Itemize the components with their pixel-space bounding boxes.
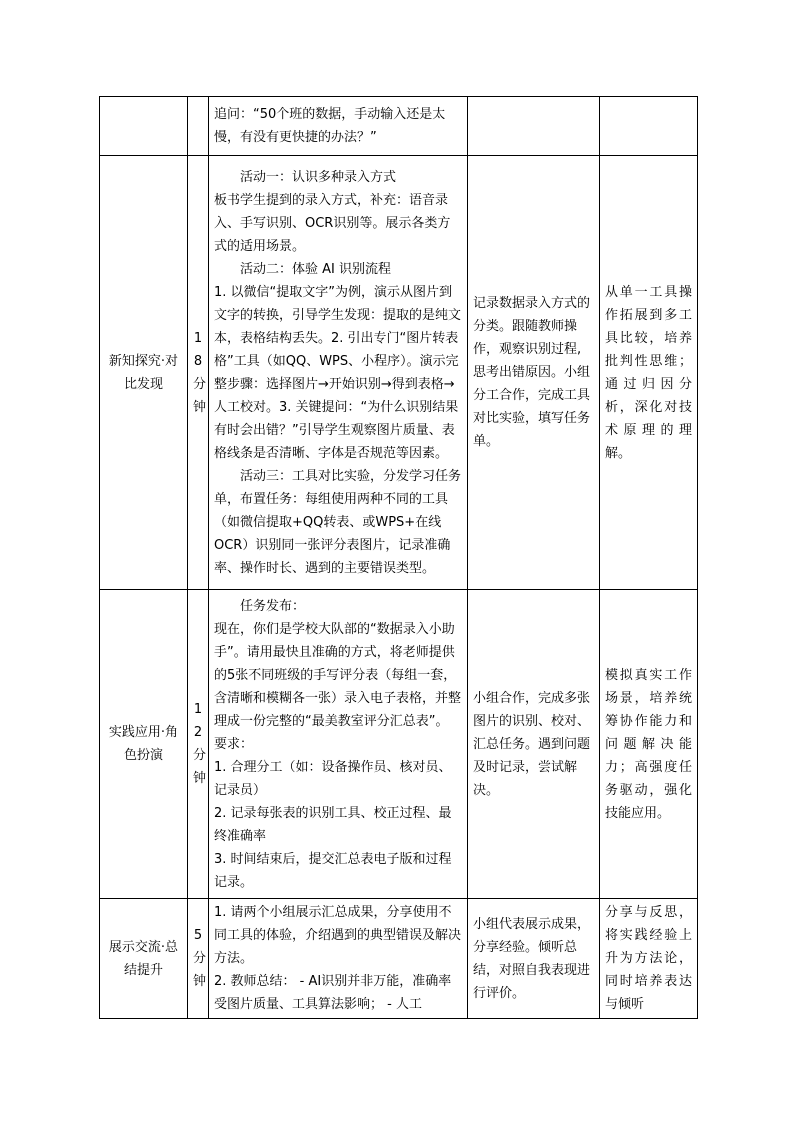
time-char: 5 bbox=[193, 928, 203, 943]
teacher-paragraph: 活动三：工具对比实验，分发学习任务单，布置任务：每组使用两种不同的工具（如微信提取+QQ转表、或WPS+在线OCR）识别同一张评分表图片，记录准确率、操作时长、遇到的主要错误类型。 bbox=[214, 468, 462, 576]
teacher-paragraph: 追问：“50个班的数据，手动输入还是太慢，有没有更快捷的办法？” bbox=[214, 107, 446, 145]
teacher-paragraph: 板书学生提到的录入方式，补充：语音录入、手写识别、OCR识别等。展示各类方式的适用场景。 bbox=[214, 192, 451, 254]
teacher-paragraph: 3. 时间结束后，提交汇总表电子版和过程记录。 bbox=[214, 851, 452, 890]
time-cell bbox=[188, 97, 209, 156]
design-intent-cell bbox=[600, 97, 698, 156]
student-activity-cell: 小组合作，完成多张图片的识别、校对、汇总任务。遇到问题及时记录，尝试解决。 bbox=[468, 590, 600, 899]
time-char: 钟 bbox=[193, 399, 207, 415]
time-char: 8 bbox=[193, 353, 203, 369]
student-activity-cell: 记录数据录入方式的分类。跟随教师操作，观察识别过程,思考出错原因。小组分工合作，完成工具对比实验，填写任务单。 bbox=[468, 156, 600, 590]
phase-cell: 展示交流·总结提升 bbox=[100, 899, 188, 1019]
phase-cell: 新知探究·对比发现 bbox=[100, 156, 188, 590]
teacher-activity-cell bbox=[209, 156, 468, 590]
time-cell bbox=[188, 156, 209, 590]
time-char: 钟 bbox=[193, 974, 207, 989]
teacher-paragraph: 1. 请两个小组展示汇总成果，分享使用不同工具的体验，介绍遇到的典型错误及解决方法。 bbox=[214, 905, 462, 966]
time-cell bbox=[188, 590, 209, 899]
student-activity-cell bbox=[468, 97, 600, 156]
table-row bbox=[100, 590, 698, 899]
time-char: 钟 bbox=[193, 771, 207, 786]
activity-heading: 活动二：体验 AI 识别流程 bbox=[240, 261, 391, 277]
teacher-activity-cell bbox=[209, 899, 468, 1019]
time-char: 分 bbox=[193, 376, 207, 392]
teacher-activity-cell bbox=[209, 590, 468, 899]
teacher-activity-cell bbox=[209, 97, 468, 156]
activity-heading: 任务发布： bbox=[240, 598, 306, 614]
table-row bbox=[100, 97, 698, 156]
lesson-plan-table bbox=[99, 96, 698, 1019]
time-char: 2 bbox=[193, 725, 203, 740]
teacher-paragraph: 现在，你们是学校大队部的“数据录入小助手”。请用最快且准确的方式，将老师提供的5张不同班级的手写评分表（每组一套，含清晰和模糊各一张）录入电子表格，并整理成一份完整的“最美教室评分汇总表”。 bbox=[214, 621, 462, 729]
teacher-paragraph: 2. 教师总结： - AI识别并非万能，准确率受图片质量、工具算法影响； - 人工 bbox=[214, 974, 452, 1012]
design-intent-cell: 从单一工具操作拓展到多工具比较，培养批判性思维；通过归因分析，深化对技术原理的理解。 bbox=[600, 156, 698, 590]
time-cell bbox=[188, 899, 209, 1019]
time-char: 分 bbox=[193, 951, 207, 966]
time-char: 分 bbox=[193, 748, 207, 763]
phase-cell: 实践应用·角色扮演 bbox=[100, 590, 188, 899]
student-activity-cell: 小组代表展示成果，分享经验。倾听总结，对照自我表现进行评价。 bbox=[468, 899, 600, 1019]
design-intent-cell: 分享与反思，将实践经验上升为方法论，同时培养表达与倾听 bbox=[600, 899, 698, 1019]
table-row bbox=[100, 156, 698, 590]
teacher-paragraph: 要求： bbox=[214, 736, 254, 752]
time-char: 1 bbox=[193, 702, 203, 717]
teacher-paragraph: 2. 记录每张表的识别工具、校正过程、最终准确率 bbox=[214, 805, 452, 844]
design-intent-cell: 模拟真实工作场景，培养统筹协作能力和问题解决能力；高强度任务驱动，强化技能应用。 bbox=[600, 590, 698, 899]
time-char: 1 bbox=[193, 330, 203, 346]
teacher-paragraph: 1. 合理分工（如：设备操作员、核对员、记录员） bbox=[214, 759, 452, 798]
teacher-paragraph: 1. 以微信“提取文字”为例，演示从图片到文字的转换，引导学生发现：提取的是纯文本，表格结构丢失。2. 引出专门“图片转表格”工具（如QQ、WPS、小程序）。演示完整步骤：选择图片→开始识别→得到表格→人工校对。3. 关键提问：“为什么识别结果有时会出错？”引导学生观察图片质量、表格线条是否清晰、字体是否规范等因素。 bbox=[214, 284, 462, 461]
table-row bbox=[100, 899, 698, 1019]
phase-cell bbox=[100, 97, 188, 156]
activity-heading: 活动一：认识多种录入方式 bbox=[240, 169, 397, 185]
